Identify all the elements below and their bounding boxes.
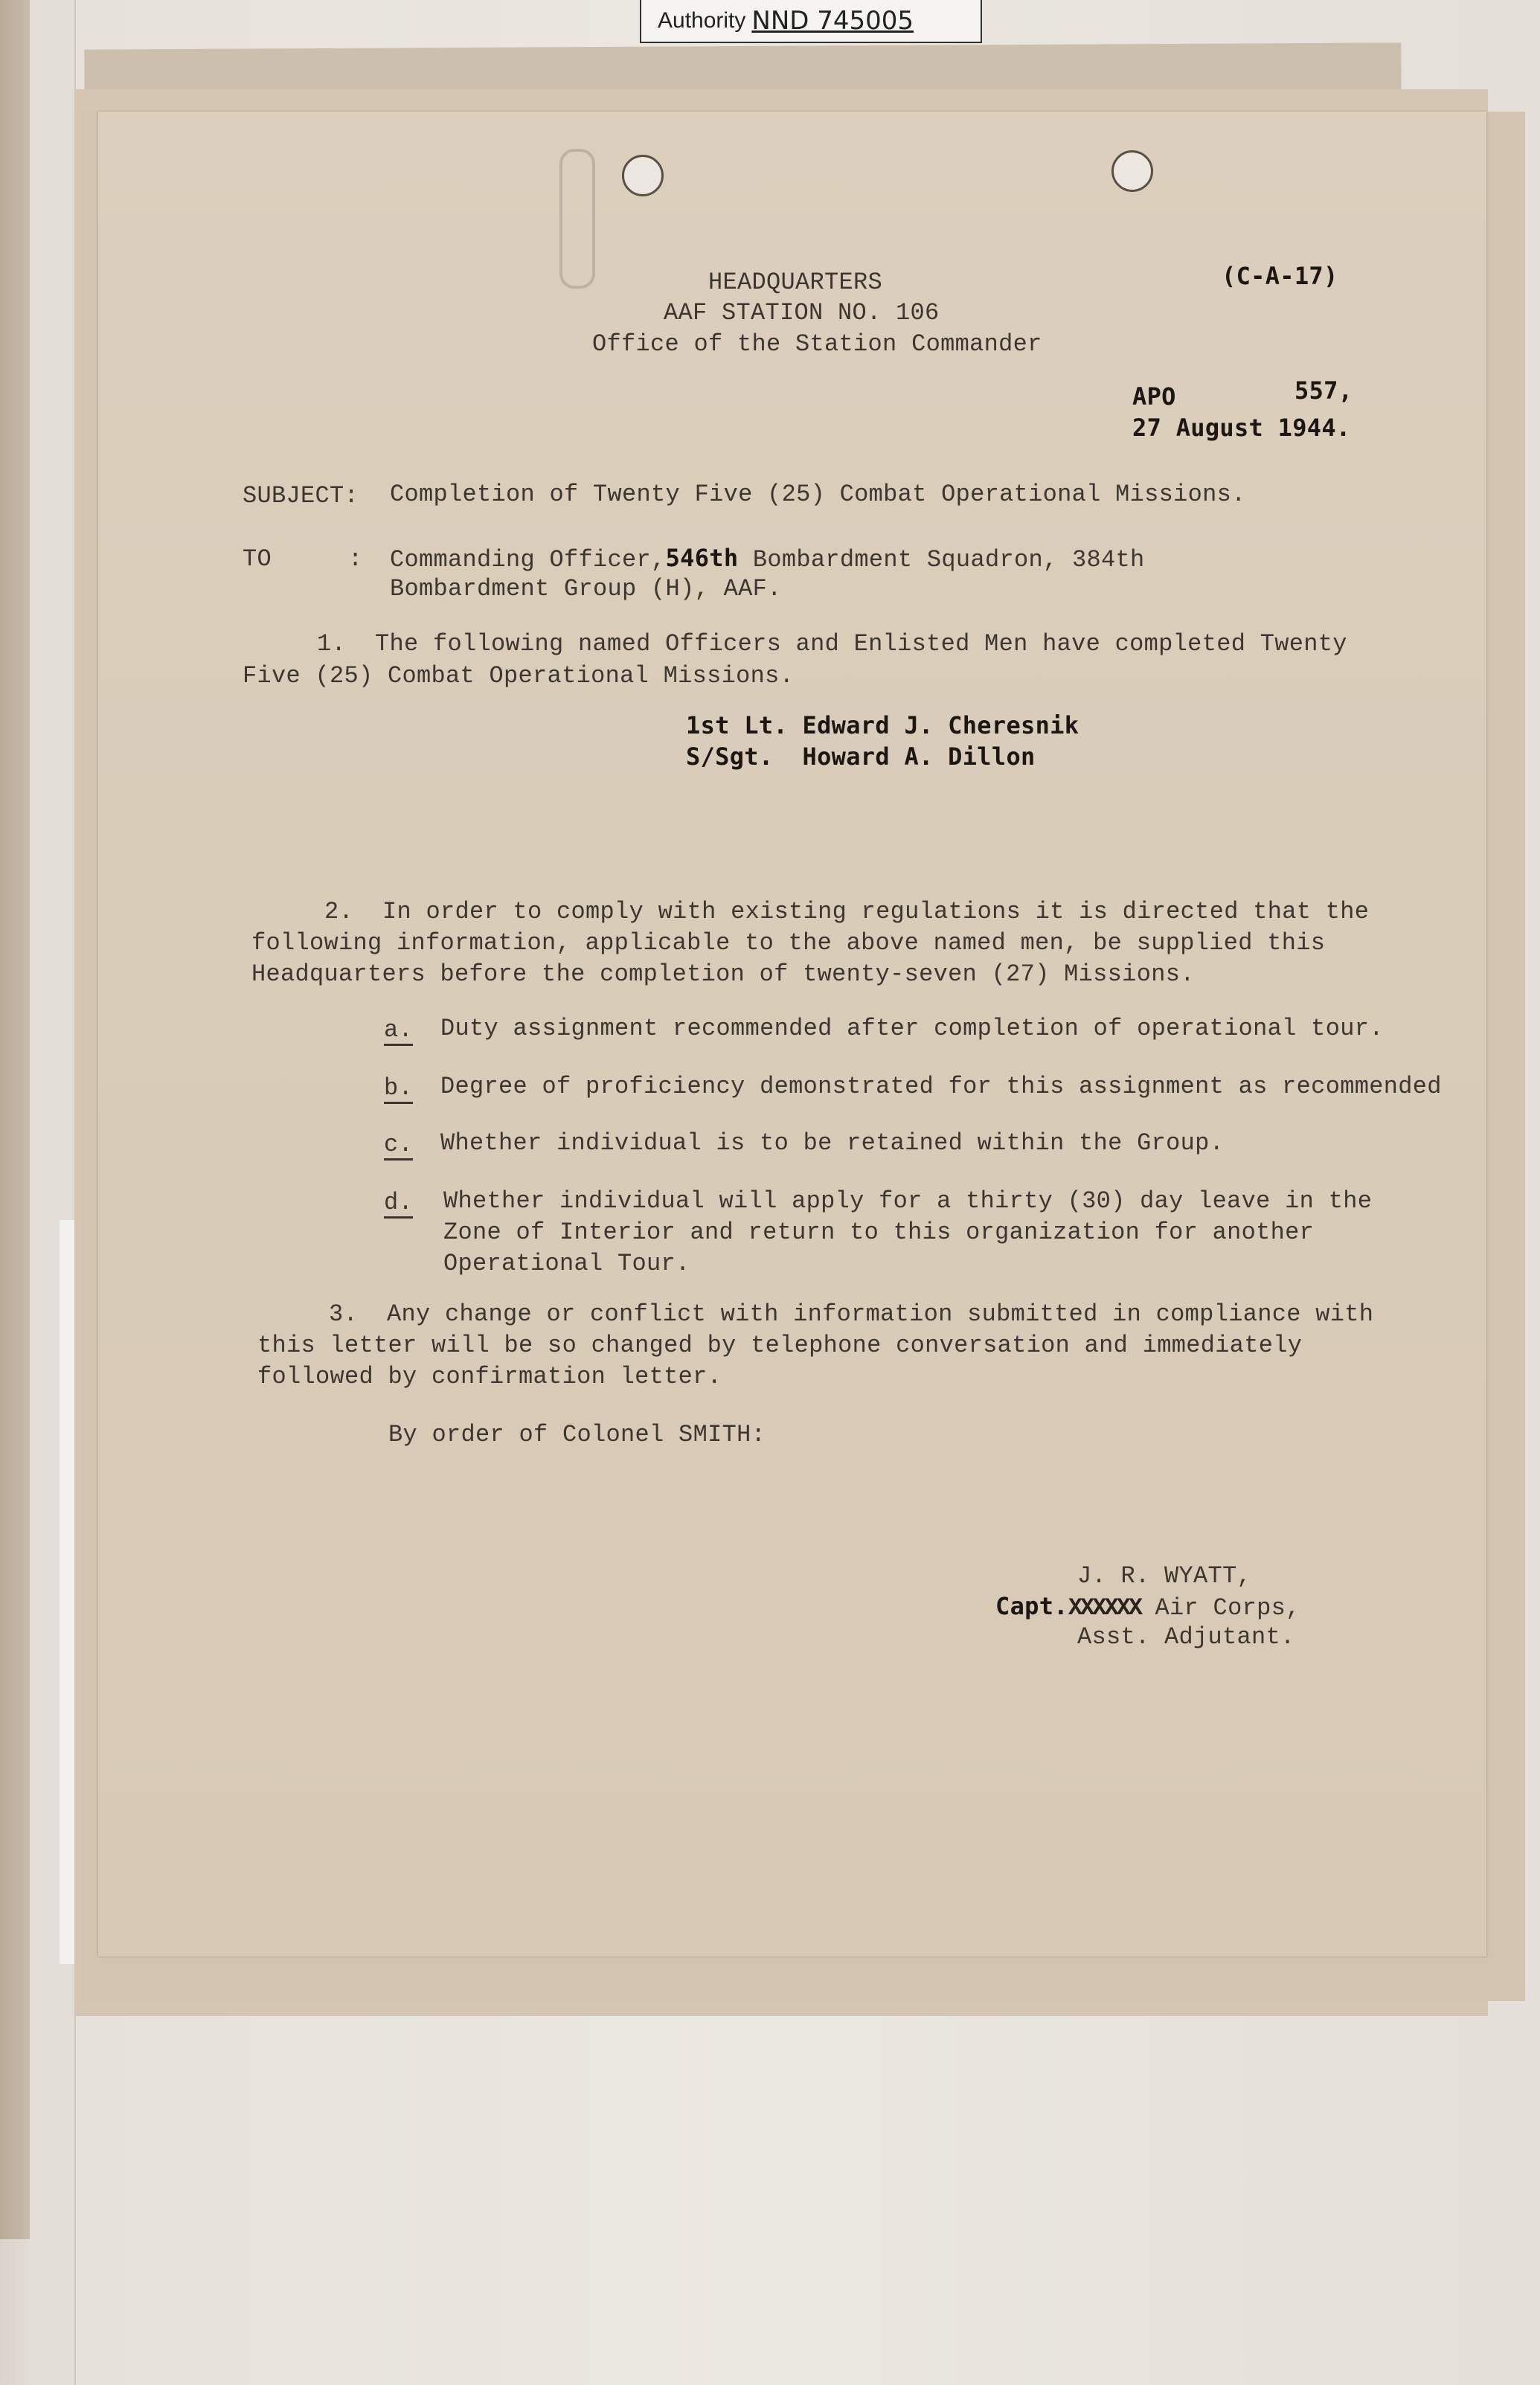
header-line-3: Office of the Station Commander xyxy=(592,330,1042,358)
item-d-letter xyxy=(384,1189,413,1216)
to-line-1a: Commanding Officer, xyxy=(390,546,666,574)
para3-line-1: 3. Any change or conflict with information submitted in compliance with xyxy=(329,1300,1374,1328)
authority-number: NND 745005 xyxy=(751,6,914,36)
subject-label: SUBJECT: xyxy=(243,482,359,510)
punch-hole-left xyxy=(622,155,664,196)
item-a-line-1: Duty assignment recommended after completion of operational tour. xyxy=(440,1015,1384,1042)
document-code: (C-A-17) xyxy=(1222,262,1338,290)
authority-label: Authority xyxy=(658,8,746,33)
apo-number: 557, xyxy=(1294,376,1353,405)
document-date: 27 August 1944. xyxy=(1132,414,1351,442)
to-colon: : xyxy=(348,545,363,573)
struck-text: XXXXXX xyxy=(1068,1594,1141,1622)
para2-line-2: following information, applicable to the above named men, be supplied this xyxy=(251,929,1326,957)
signature-rank-line xyxy=(995,1592,1300,1622)
header-line-2: AAF STATION NO. 106 xyxy=(664,299,940,327)
punch-hole-right xyxy=(1111,150,1153,192)
to-line-2: Bombardment Group (H), AAF. xyxy=(390,575,782,603)
to-line-1c: Bombardment Squadron, 384th xyxy=(738,546,1145,574)
para3-line-3: followed by confirmation letter. xyxy=(257,1363,722,1390)
item-b-letter xyxy=(384,1074,413,1102)
para2-line-1: 2. In order to comply with existing regulations it is directed that the xyxy=(324,898,1370,925)
para1-line-1: 1. The following named Officers and Enlisted Men have completed Twenty xyxy=(317,630,1347,658)
item-d-line-3: Operational Tour. xyxy=(443,1250,690,1277)
signature-name: J. R. WYATT, xyxy=(1077,1562,1252,1590)
para2-line-3: Headquarters before the completion of twenty-seven (27) Missions. xyxy=(251,960,1195,988)
item-c-line-1: Whether individual is to be retained within the Group. xyxy=(440,1129,1225,1157)
signature-title: Asst. Adjutant. xyxy=(1077,1623,1295,1651)
item-b-line-1: Degree of proficiency demonstrated for this assignment as recommended xyxy=(440,1073,1442,1100)
to-label: TO xyxy=(243,545,272,573)
item-d-letter-text: d. xyxy=(384,1189,413,1219)
authority-stamp xyxy=(640,0,982,43)
underlying-sheet xyxy=(30,0,76,2385)
name-1: 1st Lt. Edward J. Cheresnik xyxy=(686,711,1079,739)
to-line-1 xyxy=(390,544,1144,574)
item-a-letter xyxy=(384,1016,413,1044)
para3-line-2: this letter will be so changed by telephone conversation and immediately xyxy=(257,1332,1303,1359)
item-c-letter xyxy=(384,1131,413,1158)
signature-rank: Capt. xyxy=(995,1592,1068,1620)
item-b-letter-text: b. xyxy=(384,1074,413,1104)
para1-line-2: Five (25) Combat Operational Missions. xyxy=(243,662,795,690)
subject-text: Completion of Twenty Five (25) Combat Operational Missions. xyxy=(390,481,1246,508)
signature-branch: Air Corps, xyxy=(1140,1594,1300,1622)
item-d-line-2: Zone of Interior and return to this organization for another xyxy=(443,1219,1315,1246)
name-2: S/Sgt. Howard A. Dillon xyxy=(686,742,1036,771)
apo-label: APO xyxy=(1132,382,1176,411)
header-line-1: HEADQUARTERS xyxy=(708,269,883,296)
squadron-number: 546th xyxy=(665,544,739,572)
order-line: By order of Colonel SMITH: xyxy=(388,1421,766,1448)
item-c-letter-text: c. xyxy=(384,1131,413,1161)
item-d-line-1: Whether individual will apply for a thirty (30) day leave in the xyxy=(443,1187,1373,1215)
paperclip-mark xyxy=(559,149,595,289)
item-a-letter-text: a. xyxy=(384,1016,413,1046)
